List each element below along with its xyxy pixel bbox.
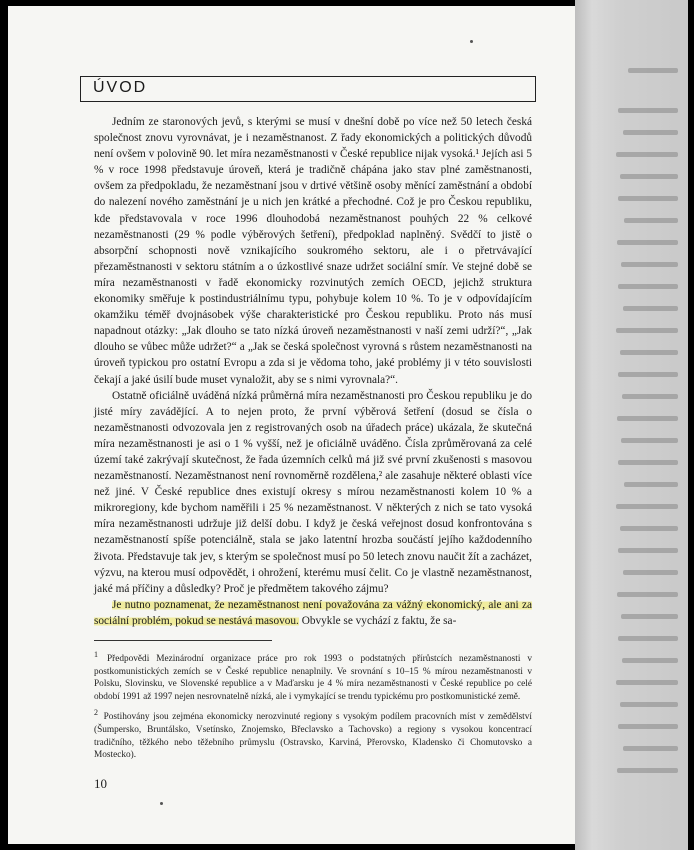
footnote-2 (94, 707, 532, 761)
footnote-divider (94, 640, 272, 641)
blurred-line (618, 548, 678, 553)
footnote-2-text: Postihovány jsou zejména ekonomicky nerozvinuté regiony s vysokým podílem pracovních míst v zemědělství (Šumpersko, Bruntálsko, Vsetínsko, Znojemsko, Břeclavsko a Tachovsko) a regiony s vysokou koncentrací tradičního, těžkého nebo těžebního průmyslu (Ostravsko, Karviná, Přerovsko, Kladensko či Chomutovsko a Mostecko). (94, 712, 532, 761)
blurred-line (617, 592, 678, 597)
blurred-line (618, 460, 678, 465)
blurred-line (623, 306, 678, 311)
blurred-line (628, 68, 678, 73)
blurred-line (623, 130, 678, 135)
blurred-line (616, 328, 678, 333)
blurred-line (622, 394, 678, 399)
blurred-line (620, 526, 678, 531)
blurred-line (620, 350, 678, 355)
paragraph-3 (94, 597, 532, 629)
blurred-line (618, 196, 678, 201)
blurred-line (616, 504, 678, 509)
chapter-heading: ÚVOD (93, 79, 148, 96)
blurred-line (621, 438, 678, 443)
book-page (8, 6, 608, 844)
paragraph-1: Jedním ze staronových jevů, s kterými se musí v dnešní době po více než 50 letech česká společnost znovu vyrovnávat, je i nezaměstnanost. Z řady ekonomických a politických důvodů není ovšem v polovině 90. let míra nezaměstnanosti v České republice nijak vysoká.¹ Jejích asi 5 % v roce 1998 představuje úroveň, která je tradičně chápána jako stav plné zaměstnanosti, ovšem za předpokladu, že nezaměstnaní jsou v drtivé většině osoby měnící zaměstnání a období do nalezení nového zaměstnání je u nich jen krátké a přechodné. Což je pro Českou republiku, kde představovala v roce 1996 dlouhodobá nezaměstnanost pouhých 22 % celkové nezaměstnanosti (29 % podle výběrových šetření), předpoklad naplněný. Svědčí to jistě o absorpční schopnosti nově vznikajícího soukromého sektoru, ale i o přetrvávající přezaměstnanosti v sektoru státním a o úzkostlivé snaze udržet sociální smír. Ve stejné době se míra nezaměstnanosti v řadě ekonomicky rozvinutých zemích OECD, jejichž struktura ekonomiky směřuje k postindustriálnímu typu, pohybuje kolem 10 %. To je v odpovídajícím okamžiku téměř dvojnásobek výše charakteristické pro Českou republiku. Proto nás musí napadnout otázky: „Jak dlouho se tato nízká úroveň nezaměstnanosti v naší zemi udrží?“, „Jak dlouho se vůbec může udržet?“ a „Jak se česká společnost vyrovná s růstem nezaměstnanosti na úroveň typickou pro ostatní Evropu a zda si je vědoma toho, jaké problémy ji v této souvislosti čekají a jaké úsilí bude muset vynaložit, aby se s nimi vyrovnala?“. (94, 116, 532, 386)
blurred-line (623, 746, 678, 751)
paragraph-3-tail: Obvykle se vychází z faktu, že sa- (298, 614, 457, 627)
highlighted-text: Je nutno poznamenat, že nezaměstnanost není považována za vážný ekonomický, ale ani za sociální problém, pokud se nestává masovou. (94, 598, 532, 627)
paragraph-2: Ostatně oficiálně uváděná nízká průměrná míra nezaměstnanosti pro Českou republiku je do jisté míry zavádějící. A to nejen proto, že první výběrová šetření (dosud se čísla o nezaměstnanosti odvozovala jen z registrovaných osob na úřadech práce) ukázala, že skutečná míra nezaměstnanosti je asi o 1 % vyšší, než je oficiálně uváděno. Čísla zprůměrovaná za celé území také zakrývají skutečnost, že řada územních celků má již své první zkušenosti s masovou nezaměstnaností. Nezaměstnanost není rovnoměrně rozdělena,² ale zasahuje některé oblasti více než jiné. V České republice dnes existují okresy s mírou nezaměstnanosti kolem 10 % a mikroregiony, kde bychom naměřili i 25 % nezaměstnanost. V některých z nich se tato vysoká míra nezaměstnanosti udržuje již delší dobu. I když je česká veřejnost dosud konfrontována s nezaměstnaností spíše potenciálně, stala se jako latentní hrozba součástí jejího každodenního života. Představuje tak jev, s kterým se společnost musí po 50 letech znovu naučit žít a zacházet, výzvu, na kterou musí odpovědět, i ohrožení, kterému musí čelit. Co je vlastně nezaměstnanost, jaké má příčiny a důsledky? Proč je předmětem takového zájmu? (94, 389, 532, 595)
blurred-line (618, 636, 678, 641)
chapter-heading-box (80, 76, 536, 102)
blurred-line (616, 680, 678, 685)
blurred-line (617, 416, 678, 421)
blurred-line (622, 658, 678, 663)
blurred-line (623, 570, 678, 575)
blurred-line (616, 152, 678, 157)
blurred-line (624, 218, 678, 223)
blurred-line (624, 482, 678, 487)
paper-speck (470, 40, 473, 43)
footnote-1-text: Předpovědi Mezinárodní organizace práce pro rok 1993 o podstatných přírůstcích nezaměstnanosti v postkomunistických zemích se v České republice nenaplnily. Ve srovnání s 10–15 % mírou nezaměstnanosti v Polsku, Slovinsku, ve Slovenské republice a v Maďarsku je 4 % míra nezaměstnanosti v České republice po celé období 1991 až 1997 nejen nesrovnatelně nízká, ale i vymykající se trendu typickému pro postkomunistické země. (94, 654, 532, 702)
facing-page-blurred (575, 0, 688, 850)
blurred-line (620, 174, 678, 179)
page-number: 10 (94, 776, 107, 791)
footnote-2-mark: 2 (94, 708, 98, 718)
footnote-1-mark: 1 (94, 650, 98, 659)
footnotes (94, 649, 532, 766)
blurred-line (617, 768, 678, 773)
blurred-line (621, 262, 678, 267)
blurred-line (618, 372, 678, 377)
paper-speck (160, 802, 163, 805)
blurred-line (618, 108, 678, 113)
blurred-line (617, 240, 678, 245)
blurred-line (618, 284, 678, 289)
blurred-line (621, 614, 678, 619)
blurred-line (618, 724, 678, 729)
blurred-line (620, 702, 678, 707)
footnote-1 (94, 649, 532, 703)
body-text (94, 114, 532, 629)
